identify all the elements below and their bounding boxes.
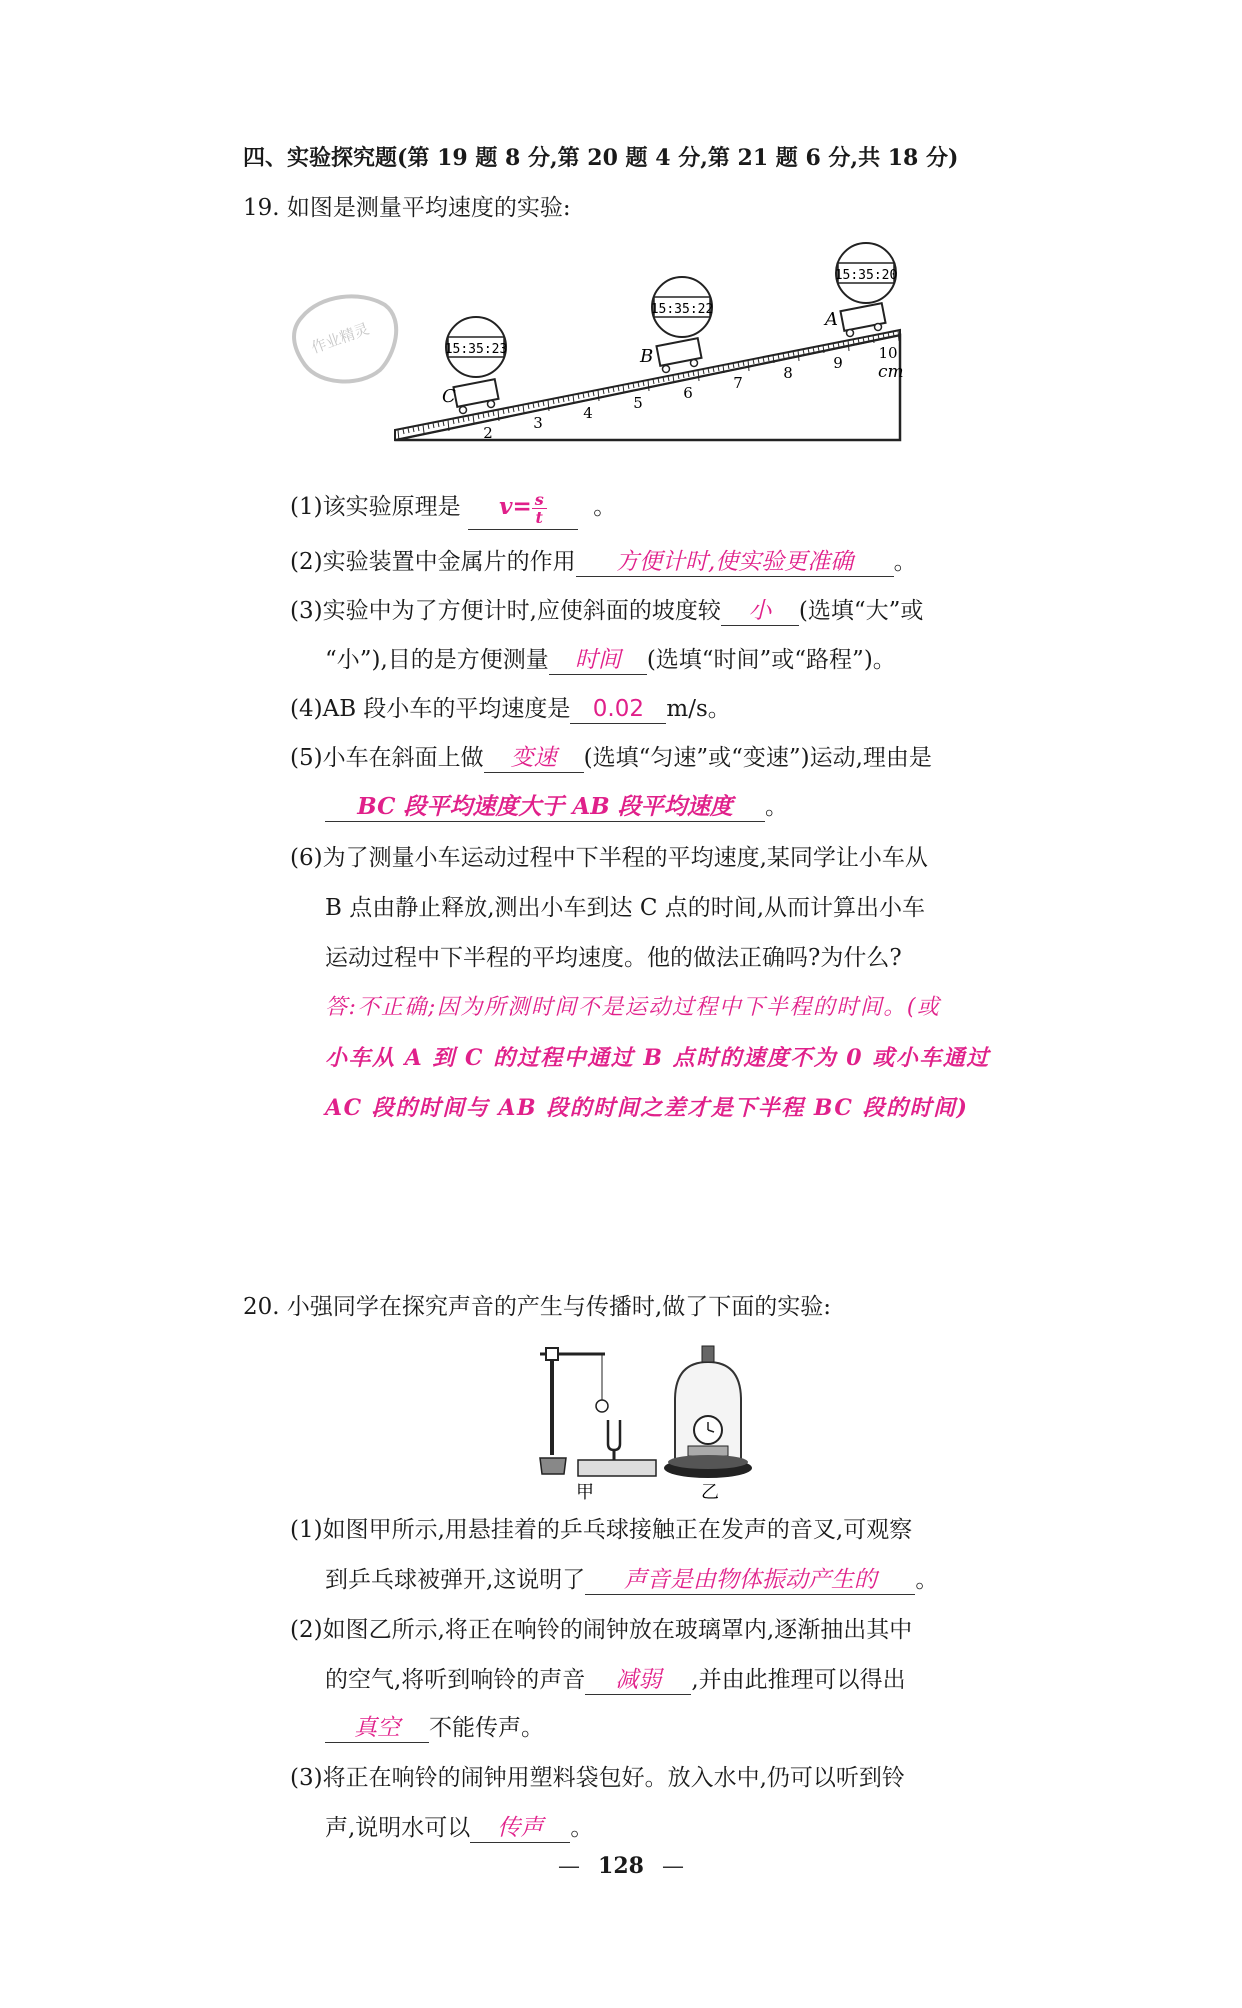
clock-c — [445, 317, 508, 377]
answer-vacuum: 真空 — [325, 1714, 429, 1743]
car-a — [823, 303, 886, 336]
svg-text:15:35:20: 15:35:20 — [834, 268, 898, 283]
q19-part2: (2)实验装置中金属片的作用 方便计时,使实验更准确 。 — [290, 549, 917, 575]
tick-label: 4 — [583, 404, 593, 422]
answer-motion: 变速 — [484, 744, 584, 773]
tick-label: 2 — [483, 424, 493, 442]
label-a: A — [825, 309, 838, 330]
q20-part1b: 到乒乓球被弹开,这说明了 声音是由物体振动产生的 。 — [325, 1567, 939, 1593]
car-b — [639, 338, 702, 372]
question-20-stem: 20. 小强同学在探究声音的产生与传播时,做了下面的实验: — [243, 1294, 831, 1320]
question-19-stem: 19. 如图是测量平均速度的实验: — [243, 195, 571, 221]
car-c — [442, 379, 499, 413]
tick-label: 6 — [683, 384, 693, 402]
q19-part3b: “小”),目的是方便测量 时间 (选填“时间”或“路程”)。 — [325, 647, 896, 673]
tuning-fork-apparatus — [540, 1348, 656, 1476]
tick-label: 8 — [783, 364, 793, 382]
answer-q19-part6-line3: AC 段的时间与 AB 段的时间之差才是下半程 BC 段的时间) — [325, 1095, 969, 1121]
tick-label: 3 — [533, 414, 543, 432]
q19-part6-line3: 运动过程中下半程的平均速度。他的做法正确吗?为什么? — [325, 945, 902, 971]
q20-part2c: 真空 不能传声。 — [325, 1713, 544, 1743]
stamp-logo — [294, 296, 396, 381]
answer-slope: 小 — [721, 597, 799, 626]
q20-part3b: 声,说明水可以 传声 。 — [325, 1815, 594, 1841]
q19-part1: (1)该实验原理是 v= $\frac{s}{t}$ 。 — [290, 485, 616, 530]
ruler-unit-label: cm — [878, 362, 904, 382]
figure-label-jia: 甲 — [576, 1482, 594, 1500]
answer-reason: BC 段平均速度大于 AB 段平均速度 — [325, 793, 765, 822]
sound-figures — [530, 1340, 760, 1500]
q20-part1a: (1)如图甲所示,用悬挂着的乒乓球接触正在发声的音叉,可观察 — [290, 1517, 913, 1543]
q20-part2a: (2)如图乙所示,将正在响铃的闹钟放在玻璃罩内,逐渐抽出其中 — [290, 1617, 913, 1643]
answer-q19-part6-line2: 小车从 A 到 C 的过程中通过 B 点时的速度不为 0 或小车通过 — [325, 1045, 990, 1071]
svg-text:作业精灵: 作业精灵 — [309, 319, 372, 358]
incline-figure — [280, 235, 920, 455]
tick-label: 5 — [633, 394, 643, 412]
q20-part3a: (3)将正在响铃的闹钟用塑料袋包好。放入水中,仍可以听到铃 — [290, 1765, 905, 1791]
label-c: C — [442, 386, 456, 407]
svg-text:15:35:23: 15:35:23 — [444, 342, 508, 357]
answer-weaken: 减弱 — [585, 1666, 691, 1695]
clock-a — [835, 243, 898, 303]
clock-b — [651, 277, 714, 337]
answer-speed: 0.02 — [570, 695, 666, 724]
figure-label-yi: 乙 — [701, 1482, 719, 1500]
q19-part6-line2: B 点由静止释放,测出小车到达 C 点的时间,从而计算出小车 — [325, 895, 926, 921]
svg-text:15:35:22: 15:35:22 — [650, 302, 714, 317]
q19-part6-line1: (6)为了测量小车运动过程中下半程的平均速度,某同学让小车从 — [290, 845, 928, 871]
q19-part5a: (5)小车在斜面上做 变速 (选填“匀速”或“变速”)运动,理由是 — [290, 745, 932, 771]
tick-label: 10 — [878, 344, 898, 362]
tick-label: 9 — [833, 354, 843, 372]
section-title: 四、实验探究题(第 19 题 8 分,第 20 题 4 分,第 21 题 6 分,共 18 分) — [243, 145, 959, 171]
answer-transmit: 传声 — [470, 1814, 570, 1843]
q19-part5b: BC 段平均速度大于 AB 段平均速度 。 — [325, 792, 788, 822]
label-b: B — [640, 346, 654, 367]
q20-part2b: 的空气,将听到响铃的声音 减弱 ,并由此推理可以得出 — [325, 1667, 906, 1693]
bell-jar-apparatus — [664, 1346, 752, 1478]
answer-sound-source: 声音是由物体振动产生的 — [585, 1566, 915, 1595]
page-number: — 128 — — [558, 1853, 684, 1879]
answer-q19-part6-line1: 答:不正确;因为所测时间不是运动过程中下半程的时间。(或 — [325, 995, 941, 1020]
tick-label: 7 — [733, 374, 743, 392]
q19-part3a: (3)实验中为了方便计时,应使斜面的坡度较 小 (选填“大”或 — [290, 598, 924, 624]
answer-metal-sheet: 方便计时,使实验更准确 — [576, 548, 894, 577]
answer-principle: v= $\frac{s}{t}$ — [468, 485, 578, 530]
answer-measure: 时间 — [549, 646, 647, 675]
q19-part4: (4)AB 段小车的平均速度是 0.02 m/s。 — [290, 696, 731, 722]
